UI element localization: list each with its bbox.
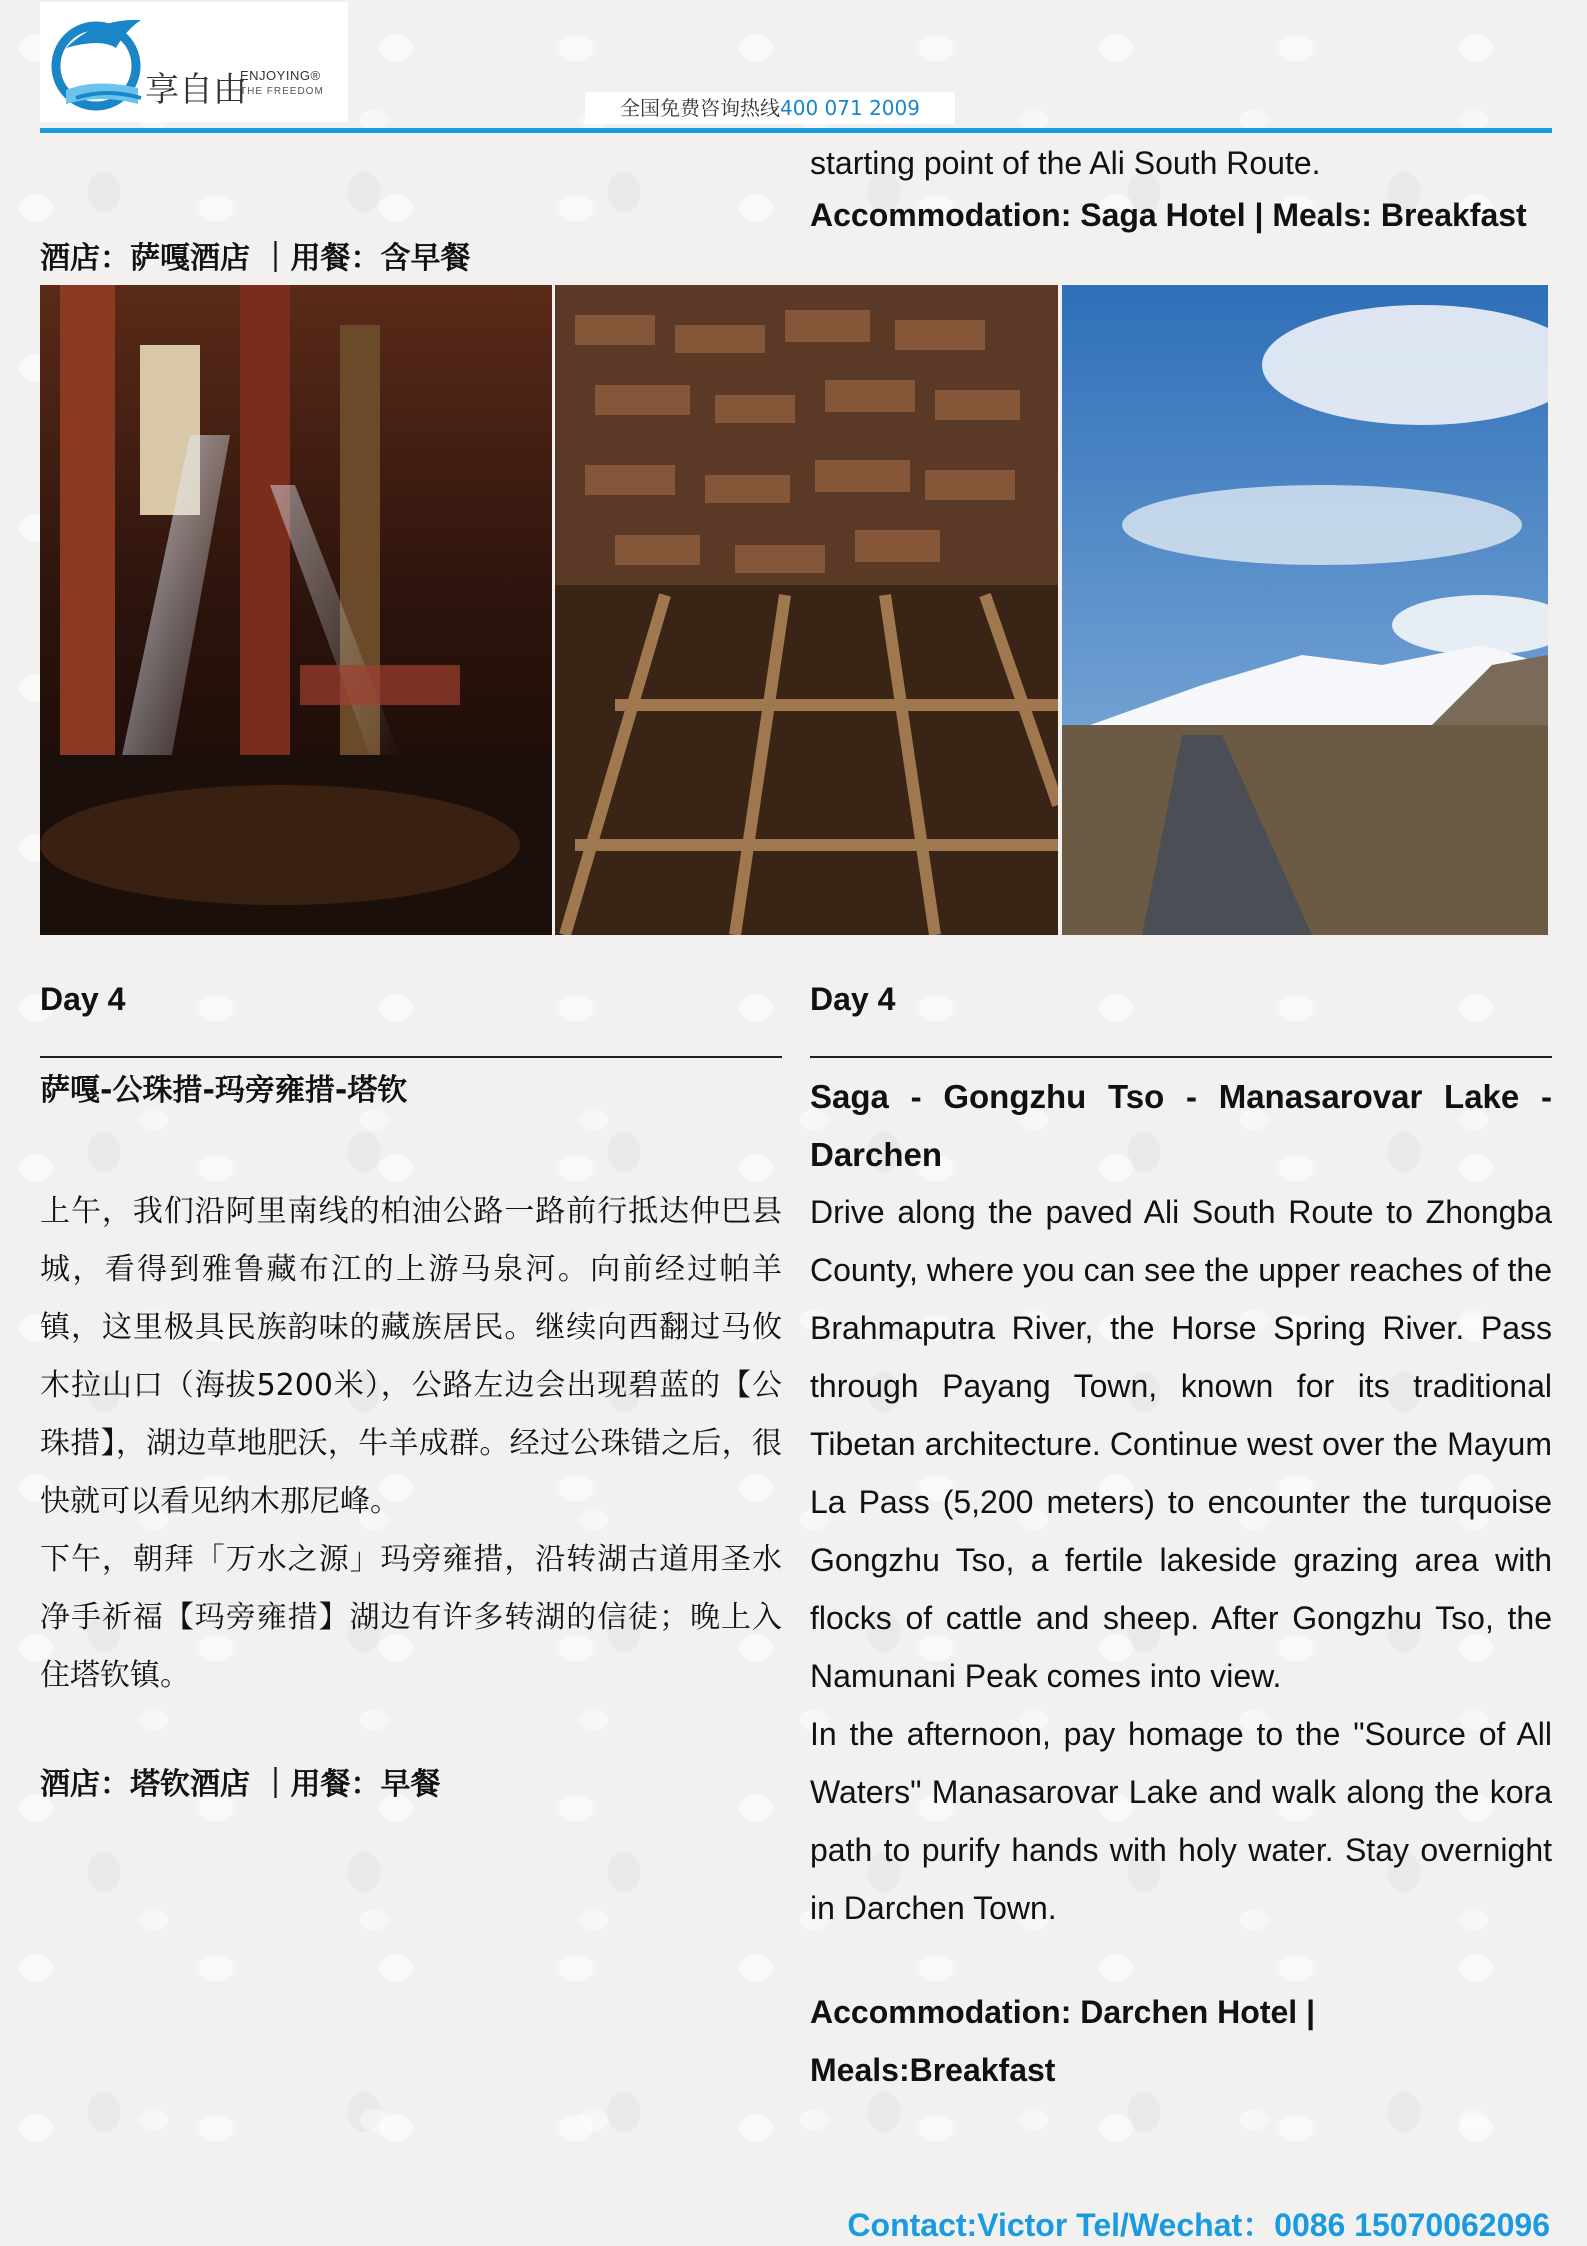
hotline-number: 400 071 2009: [780, 96, 920, 120]
itinerary-body-en: [810, 1183, 1552, 1937]
divider-cn-column: [40, 1056, 782, 1058]
photo-scripture-library: [555, 285, 1058, 935]
logo-chinese-text: 享自由: [145, 70, 247, 110]
itinerary-paragraph-en-morning: Drive along the paved Ali South Route to Zhongba County, where you can see the upper reaches of the Brahmaputra River, the Horse Spring River. Pass through Payang Town, known for its traditional Tibetan architecture. Continue west over the Mayum La Pass (5,200 meters) to encounter the turquoise Gongzhu Tso, a fertile lakeside grazing area with flocks of cattle and sheep. After Gongzhu Tso, the Namunani Peak comes into view.: [810, 1194, 1552, 1694]
logo-english-subtext: THE FREEDOM: [240, 86, 324, 97]
photo-snow-mountain-road: [1062, 285, 1548, 935]
accommodation-cn: 酒店：塔钦酒店 ｜用餐：早餐: [40, 1767, 441, 1802]
itinerary-body-cn: [40, 1183, 782, 1705]
route-title-cn: 萨嘎-公珠措-玛旁雍措-塔钦: [40, 1073, 408, 1108]
itinerary-paragraph-en-afternoon: In the afternoon, pay homage to the "Source of All Waters" Manasarovar Lake and walk along the kora path to purify hands with holy water. Stay overnight in Darchen Town.: [810, 1716, 1552, 1926]
previous-day-accommodation-cn: 酒店：萨嘎酒店 ｜用餐：含早餐: [40, 241, 471, 276]
logo-english-text: ENJOYING®: [240, 68, 321, 83]
day-label-cn-column: Day 4: [40, 981, 126, 1017]
header-rule: [40, 128, 1552, 133]
footer-contact: Contact:Victor Tel/Wechat：0086 15070062096: [847, 2207, 1550, 2243]
hotline-label: 全国免费咨询热线: [620, 96, 781, 120]
hotline: [585, 92, 955, 124]
logo-dolphin-icon: [46, 8, 156, 118]
day-label-en-column: Day 4: [810, 981, 896, 1017]
route-title-en: Saga - Gongzhu Tso - Manasarovar Lake - Darchen: [810, 1078, 1552, 1173]
photo-monastery-interior: [40, 285, 552, 935]
previous-day-last-line: starting point of the Ali South Route.: [810, 145, 1321, 181]
previous-day-accommodation-en: Accommodation: Saga Hotel | Meals: Breakfast: [810, 197, 1527, 233]
divider-en-column: [810, 1056, 1552, 1058]
accommodation-en: Accommodation: Darchen Hotel | Meals:Breakfast: [810, 1994, 1316, 2088]
itinerary-paragraph-cn-afternoon: 下午，朝拜「万水之源」玛旁雍措，沿转湖古道用圣水净手祈福【玛旁雍措】湖边有许多转湖的信徒；晚上入住塔钦镇。: [40, 1542, 782, 1693]
itinerary-paragraph-cn-morning: 上午，我们沿阿里南线的柏油公路一路前行抵达仲巴县城，看得到雅鲁藏布江的上游马泉河。向前经过帕羊镇，这里极具民族韵味的藏族居民。继续向西翻过马攸木拉山口（海拔5200米），公路左边会出现碧蓝的【公珠措】，湖边草地肥沃，牛羊成群。经过公珠错之后，很快就可以看见纳木那尼峰。: [40, 1194, 782, 1519]
